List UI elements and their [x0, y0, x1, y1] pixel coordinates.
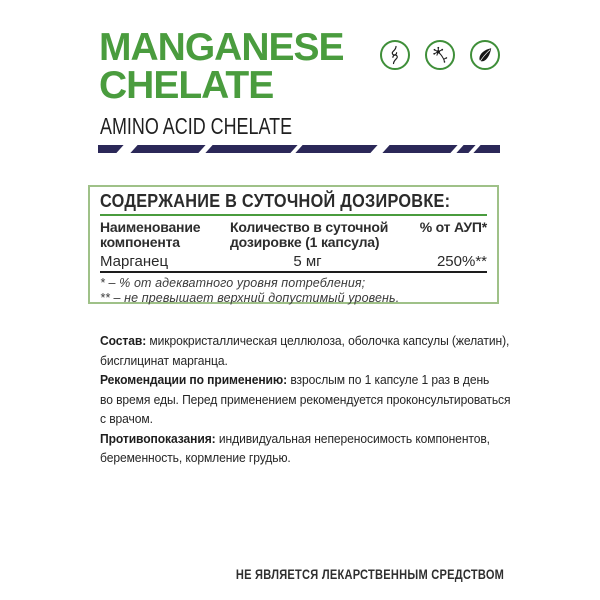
dosage-table-title: СОДЕРЖАНИЕ В СУТОЧНОЙ ДОЗИРОВКЕ: [100, 190, 451, 211]
dosage-table-header-row [100, 220, 487, 250]
footnote-aup: * – % от адекватного уровня потребления; [100, 276, 366, 290]
not-a-medicine-disclaimer: НЕ ЯВЛЯЕТСЯ ЛЕКАРСТВЕННЫМ СРЕДСТВОМ [235, 567, 505, 582]
product-title [99, 26, 344, 107]
recommendations-line: Рекомендации по применению: взрослым по 1 капсуле 1 раз в день [100, 372, 490, 387]
info-text: Состав: микрокристаллическая целлюлоза, оболочка капсулы (желатин), бисглицинат марганца. Рекомендации по применению: взрослым по 1 капсуле 1 раз в день во время еды. Перед применением рекомендуется проконсультироваться с врачом. Противопоказания: индивидуальная непереносимость компонентов, беременность, кормление грудью. [100, 333, 511, 465]
cell-component: Марганец [100, 253, 169, 270]
recommendations-label: Рекомендации по применению: [100, 372, 288, 387]
header-amount: Количество в суточной дозировке (1 капсула) [230, 219, 389, 250]
neuron-icon [425, 40, 455, 70]
contraindications-label: Противопоказания: [100, 430, 216, 446]
cell-percent: 250%** [436, 253, 487, 270]
leaf-icon [470, 40, 500, 70]
band-slash [288, 145, 306, 153]
joint-icon [380, 40, 410, 70]
header-component: Наименование компонента [100, 219, 201, 250]
composition-label: Состав: [100, 333, 147, 348]
band-slash [466, 145, 484, 153]
decorative-band [98, 145, 500, 153]
band-slash [368, 145, 393, 153]
product-title-line1: MANGANESE [99, 26, 344, 69]
band-slash [196, 145, 216, 153]
band-slash [448, 145, 467, 153]
table-footnotes [100, 276, 487, 305]
dosage-table-data-row [100, 253, 487, 270]
composition-line: Состав: микрокристаллическая целлюлоза, оболочка капсулы (желатин), [100, 333, 510, 348]
product-title-line2: CHELATE [99, 64, 274, 107]
dosage-table [88, 185, 499, 304]
cell-amount: 5 мг [293, 253, 322, 270]
dark-divider [100, 271, 487, 273]
band-slash [114, 145, 141, 153]
green-divider [100, 214, 487, 216]
product-subtitle: AMINO ACID CHELATE [100, 113, 293, 139]
header-percent: % от АУП* [419, 219, 487, 235]
footnote-upper-level: ** – не превышает верхний допустимый уровень. [100, 290, 400, 305]
contraindications-line: Противопоказания: индивидуальная непереносимость компонентов, [100, 430, 490, 446]
